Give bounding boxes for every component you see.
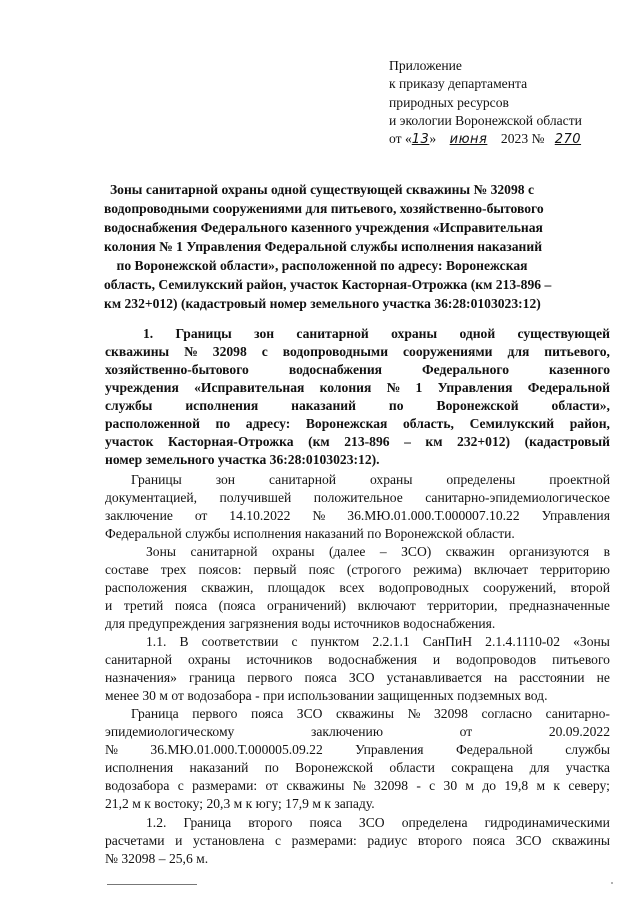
- word: положительное: [313, 490, 403, 505]
- word: 2.2.1.1: [372, 634, 410, 649]
- paragraph-first-belt-reduced: [105, 705, 610, 813]
- word: определена: [401, 815, 468, 830]
- word: заключение: [105, 508, 173, 523]
- text-line: [105, 471, 610, 489]
- word: 32098: [212, 344, 247, 359]
- word: расположения: [105, 580, 188, 595]
- word: охраны: [369, 472, 413, 487]
- word: –: [404, 434, 411, 449]
- appendix-line: природных ресурсов: [389, 94, 509, 110]
- word: пунктом: [310, 634, 360, 649]
- title-line: водоснабжения Федерального казенного учреждения «Исправительная: [104, 220, 543, 235]
- word: одной: [459, 326, 496, 341]
- word: ограничений): [267, 598, 347, 613]
- text-line: [105, 397, 610, 415]
- word: и: [105, 598, 113, 613]
- word: службы: [565, 742, 610, 757]
- word: адресу:: [245, 416, 291, 431]
- word: водоснабжения: [328, 652, 417, 667]
- text-line: [105, 379, 610, 397]
- word: второго: [248, 815, 293, 830]
- word: ЗСО: [348, 670, 375, 685]
- word: пояса: [250, 706, 284, 721]
- word: всех: [339, 580, 365, 595]
- word: проектной: [549, 472, 610, 487]
- word: 1.2.: [146, 815, 167, 830]
- word: включает: [473, 562, 529, 577]
- word: охраны: [187, 652, 231, 667]
- text-line: [105, 723, 610, 741]
- word: с: [261, 344, 268, 359]
- word: район,: [569, 416, 610, 431]
- appendix-line: Приложение: [389, 58, 462, 73]
- text-line: [105, 579, 610, 597]
- word: 1: [415, 380, 423, 395]
- text-line: [105, 741, 610, 759]
- word: №: [386, 380, 401, 395]
- word: менее 30 м от водозабора - при использовании защищенных подземных вод.: [105, 688, 548, 703]
- word: №: [407, 706, 421, 721]
- word: режима): [413, 562, 462, 577]
- word: скважины: [286, 778, 345, 793]
- word: сокращена: [451, 760, 514, 775]
- word: 232+012): [457, 434, 511, 449]
- word: скважины: [105, 344, 170, 359]
- word: охраны: [272, 544, 315, 559]
- paragraph-second-belt: [105, 814, 610, 868]
- text-line: [105, 832, 610, 850]
- word: Управления: [355, 742, 424, 757]
- word: Воронежской: [295, 760, 374, 775]
- word: Управления: [541, 508, 610, 523]
- word: для предупреждения загрязнения воды источников водоснабжения.: [105, 616, 496, 631]
- word: водозабора: [105, 778, 170, 793]
- word: территорию: [540, 562, 610, 577]
- word: первого: [247, 670, 293, 685]
- word: водопроводными: [282, 344, 389, 359]
- text-line: [105, 415, 610, 433]
- word: 32098: [374, 778, 408, 793]
- word: скважин: [445, 544, 495, 559]
- word: к: [553, 778, 561, 793]
- word: Зоны: [146, 544, 177, 559]
- word: км: [425, 434, 443, 449]
- word: соответствии: [201, 634, 279, 649]
- text-line: [105, 507, 610, 525]
- word: получившей: [219, 490, 292, 505]
- word: 32098: [433, 706, 468, 721]
- word: расчетами: [105, 833, 165, 848]
- word: скважин,: [201, 580, 254, 595]
- text-line: [105, 597, 610, 615]
- title-line: водопроводными сооружениями для питьевого, хозяйственно-бытового: [104, 201, 544, 216]
- word: санитарно-эпидемиологическое: [425, 490, 610, 505]
- word: 2.1.4.1110-02: [485, 634, 561, 649]
- word: №: [312, 508, 326, 523]
- word: хозяйственно-бытового: [105, 362, 249, 377]
- word: с: [429, 778, 436, 793]
- appendix-line: и экологии Воронежской области: [389, 112, 582, 128]
- word: сооружений,: [483, 580, 557, 595]
- text-line: [105, 814, 610, 832]
- word: северу;: [568, 778, 610, 793]
- word: 14.10.2022: [229, 508, 291, 523]
- word: водопроводных: [378, 580, 469, 595]
- word: размерами:: [192, 778, 258, 793]
- word: третий: [123, 598, 164, 613]
- word: Семилукский: [469, 416, 555, 431]
- word: второго: [417, 833, 463, 848]
- word: источников: [246, 652, 313, 667]
- word: второй: [570, 580, 610, 595]
- word: № 32098 – 25,6 м.: [105, 851, 209, 866]
- order-date-line: [389, 130, 629, 149]
- word: пояса: [309, 815, 342, 830]
- text-line: [105, 433, 610, 451]
- word: устанавливается: [386, 670, 482, 685]
- word: размерами:: [291, 833, 357, 848]
- word: область,: [402, 416, 454, 431]
- text-line: [105, 687, 610, 705]
- section-1-heading: [105, 325, 610, 469]
- text-line: [105, 850, 610, 868]
- text-line: [105, 451, 610, 469]
- text-line: [105, 615, 610, 633]
- number-sign: №: [531, 131, 545, 147]
- word: (км: [308, 434, 330, 449]
- word: Воронежская: [305, 416, 388, 431]
- word: СанПиН: [422, 634, 473, 649]
- word: питьевого: [552, 652, 610, 667]
- scan-speck: [611, 882, 613, 884]
- word: территории,: [427, 598, 498, 613]
- text-line: [105, 489, 610, 507]
- order-month: июня: [449, 132, 488, 148]
- title-line: по Воронежской области», расположенной по адресу: Воронежская: [116, 258, 528, 273]
- word: организуются: [509, 544, 590, 559]
- word: и: [175, 833, 183, 848]
- word: №: [184, 344, 198, 359]
- word: Граница: [131, 706, 179, 721]
- word: В: [179, 634, 189, 649]
- word: -: [416, 778, 421, 793]
- word: установлена: [192, 833, 265, 848]
- word: казенного: [548, 362, 610, 377]
- footnote-separator: [107, 884, 197, 885]
- word: 30: [443, 778, 458, 793]
- word: наказаний: [189, 760, 249, 775]
- word: Управления: [437, 380, 513, 395]
- word: с: [291, 634, 298, 649]
- order-number: 270: [554, 132, 582, 148]
- word: номер земельного участка 36:28:0103023:12).: [105, 452, 380, 467]
- word: 1.: [143, 326, 154, 341]
- appendix-line: к приказу департамента: [389, 76, 528, 92]
- word: расстоянии: [519, 670, 585, 685]
- word: первого: [192, 706, 238, 721]
- word: исполнения: [185, 398, 259, 413]
- word: 21,2 м к востоку; 20,3 м к югу; 17,9 м к западу.: [105, 796, 375, 811]
- word: определены: [446, 472, 516, 487]
- appendix-header: [389, 57, 629, 149]
- text-line: [105, 651, 610, 669]
- word: в: [603, 544, 610, 559]
- word: от: [194, 508, 208, 523]
- word: м: [465, 778, 475, 793]
- word: до: [482, 778, 497, 793]
- word: 36.МЮ.01.000.Т.000005.09.22: [150, 742, 323, 757]
- word: граница: [188, 670, 236, 685]
- paragraph-zones-description: [105, 543, 610, 633]
- word: №: [352, 778, 366, 793]
- word: №: [105, 742, 118, 757]
- word: (далее: [328, 544, 366, 559]
- text-line: [105, 795, 610, 813]
- title-line: км 232+012) (кадастровый номер земельного участка 36:28:0103023:12): [104, 296, 541, 311]
- word: наказаний: [291, 398, 356, 413]
- word: Федерального: [422, 362, 509, 377]
- word: охраны: [391, 326, 438, 341]
- word: для: [507, 344, 530, 359]
- word: Граница: [183, 815, 232, 830]
- word: Федеральной: [456, 742, 533, 757]
- word: назначения»: [105, 670, 177, 685]
- word: документацией,: [105, 490, 198, 505]
- text-line: [105, 705, 610, 723]
- word: гидродинамическими: [484, 815, 610, 830]
- word: санитарно-: [545, 706, 610, 721]
- paragraph-first-belt-norm: [105, 633, 610, 705]
- word: с: [177, 778, 184, 793]
- word: зон: [215, 472, 236, 487]
- word: для: [529, 760, 550, 775]
- word: службы: [105, 398, 153, 413]
- text-line: [105, 669, 610, 687]
- word: от: [459, 724, 473, 739]
- word: ЗСО): [401, 544, 432, 559]
- text-line: [105, 633, 610, 651]
- word: ЗСО: [515, 833, 542, 848]
- word: и: [432, 652, 441, 667]
- word: по: [215, 416, 231, 431]
- word: участок: [105, 434, 154, 449]
- word: (пояса: [218, 598, 256, 613]
- word: водопроводов: [456, 652, 537, 667]
- word: «Зоны: [573, 634, 610, 649]
- word: –: [379, 544, 387, 559]
- word: зон: [254, 326, 275, 341]
- word: с: [275, 833, 282, 848]
- word: Границы: [131, 472, 182, 487]
- word: ЗСО: [358, 815, 385, 830]
- word: 1.1.: [146, 634, 167, 649]
- word: Федеральной службы исполнения наказаний по Воронежской области.: [105, 526, 515, 541]
- word: 36.МЮ.01.000.Т.000007.10.22: [347, 508, 520, 523]
- word: пояс: [308, 562, 335, 577]
- word: (кадастровый: [524, 434, 610, 449]
- word: трех: [160, 562, 187, 577]
- word: Федеральной: [527, 380, 610, 395]
- word: 19,8: [504, 778, 529, 793]
- document-title: [104, 180, 552, 313]
- paragraph-design-documentation: [105, 471, 610, 543]
- word: пояса: [174, 598, 208, 613]
- text-line: [105, 343, 610, 361]
- word: предназначенные: [509, 598, 610, 613]
- word: 213-896: [344, 434, 390, 449]
- word: пояса: [472, 833, 506, 848]
- word: эпидемиологическому: [105, 724, 235, 739]
- text-line: [105, 759, 610, 777]
- word: исполнения: [105, 760, 174, 775]
- word: (строгого: [346, 562, 402, 577]
- order-year: 2023: [500, 131, 529, 147]
- word: санитарной: [268, 472, 337, 487]
- word: включают: [357, 598, 416, 613]
- date-prefix: от «: [389, 131, 412, 147]
- word: Границы: [175, 326, 232, 341]
- text-line: [105, 777, 610, 795]
- word: сооружениями: [403, 344, 493, 359]
- word: санитарной: [190, 544, 258, 559]
- word: согласно: [481, 706, 533, 721]
- title-line: колония № 1 Управления Федеральной службы исполнения наказаний: [104, 239, 543, 254]
- text-line: [105, 561, 610, 579]
- word: радиус: [367, 833, 408, 848]
- word: площадок: [267, 580, 326, 595]
- word: поясов:: [198, 562, 242, 577]
- word: м: [536, 778, 546, 793]
- word: заключению: [310, 724, 383, 739]
- word: не: [596, 670, 610, 685]
- word: «Исправительная: [194, 380, 305, 395]
- word: водоснабжения: [288, 362, 383, 377]
- word: скважины: [552, 833, 610, 848]
- word: области»,: [551, 398, 610, 413]
- order-day: 13: [411, 132, 430, 148]
- word: пояса: [304, 670, 337, 685]
- word: питьевого,: [544, 344, 610, 359]
- word: скважины: [335, 706, 394, 721]
- word: санитарной: [105, 652, 173, 667]
- word: санитарной: [296, 326, 369, 341]
- word: первый: [253, 562, 297, 577]
- title-line: область, Семилукский район, участок Касторная-Отрожка (км 213-896 –: [104, 277, 552, 292]
- word: ЗСО: [296, 706, 323, 721]
- word: учреждения: [105, 380, 179, 395]
- word: Касторная-Отрожка: [167, 434, 294, 449]
- title-line: Зоны санитарной охраны одной существующей скважины № 32098 с: [110, 182, 534, 197]
- text-line: [105, 543, 610, 561]
- word: от: [265, 778, 279, 793]
- text-line: [105, 325, 610, 343]
- word: колония: [319, 380, 372, 395]
- text-line: [105, 525, 610, 543]
- word: существующей: [517, 326, 610, 341]
- date-close-quote: »: [429, 131, 437, 147]
- word: по: [388, 398, 404, 413]
- word: расположенной: [105, 416, 200, 431]
- word: на: [493, 670, 508, 685]
- word: по: [264, 760, 279, 775]
- word: 20.09.2022: [548, 724, 610, 739]
- word: составе: [105, 562, 149, 577]
- text-line: [105, 361, 610, 379]
- word: Воронежской: [436, 398, 519, 413]
- word: области: [389, 760, 435, 775]
- word: участка: [565, 760, 610, 775]
